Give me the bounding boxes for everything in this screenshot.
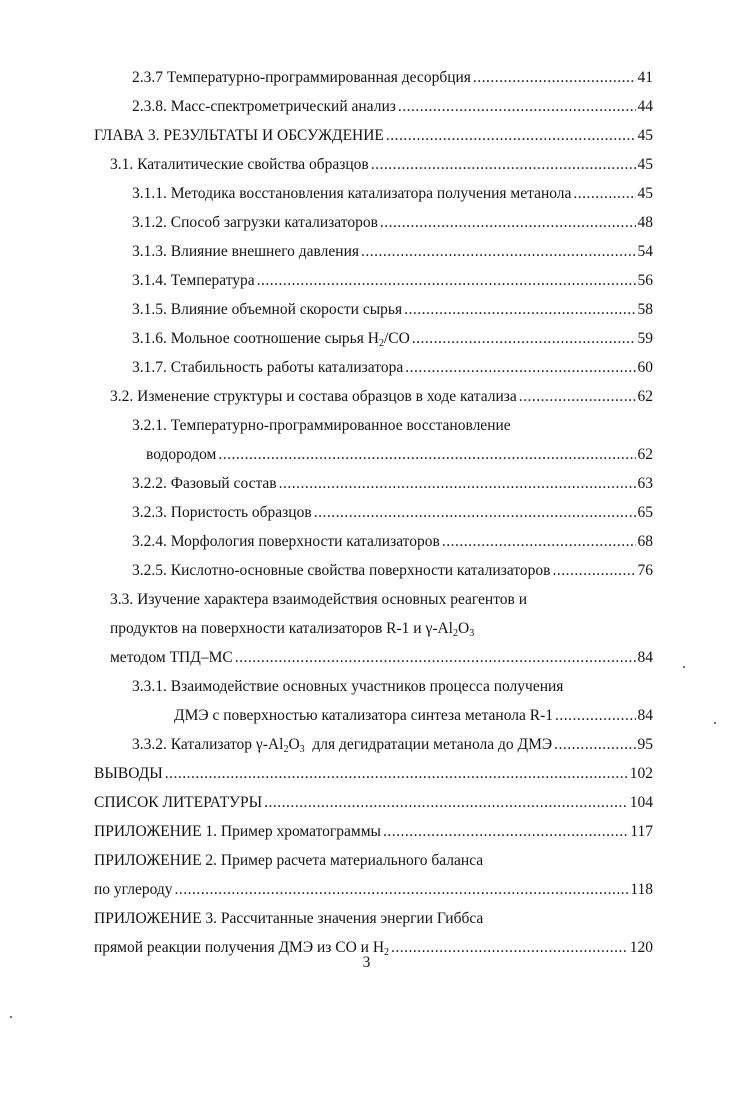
toc-entry-title: 2.3.8. Масс-спектрометрический анализ <box>132 98 396 115</box>
toc-page-number: 59 <box>637 330 653 347</box>
toc-title-part: O <box>288 736 300 753</box>
toc-page-number: 60 <box>637 359 653 376</box>
toc-leader-dots <box>473 70 636 86</box>
toc-leader-dots <box>380 215 636 231</box>
scan-speck <box>714 722 716 724</box>
toc-page-number: 54 <box>637 243 653 260</box>
toc-page-number: 65 <box>637 504 653 521</box>
toc-leader-dots <box>573 186 635 202</box>
toc-leader-dots <box>257 273 636 289</box>
toc-entry-title: 3.2. Изменение структуры и состава образцов в ходе катализа <box>110 388 517 405</box>
toc-entry-title: ГЛАВА 3. РЕЗУЛЬТАТЫ И ОБСУЖДЕНИЕ <box>94 127 384 144</box>
toc-entry-title: ПРИЛОЖЕНИЕ 3. Рассчитанные значения энергии Гиббса <box>94 910 484 927</box>
toc-entry-title: 3.3.1. Взаимодействие основных участников процесса получения <box>132 678 564 695</box>
toc-entry-title: ПРИЛОЖЕНИЕ 1. Пример хроматограммы <box>94 823 381 840</box>
toc-leader-dots <box>264 795 628 811</box>
toc-entry-3-1-3 <box>132 244 653 266</box>
toc-leader-dots <box>175 882 629 898</box>
toc-page-number: 45 <box>637 127 653 144</box>
toc-entry-appendix-3-line1 <box>94 911 653 933</box>
toc-leader-dots <box>442 534 636 550</box>
toc-title-part: O <box>457 620 470 637</box>
toc-page-number: 68 <box>637 533 653 550</box>
toc-title-part: /CO <box>383 330 410 347</box>
toc-entry-3-3-line3 <box>110 650 653 672</box>
toc-leader-dots <box>218 447 635 463</box>
toc-entry-3-1 <box>110 157 653 179</box>
toc-entry-3-3-line1 <box>110 592 653 614</box>
toc-page-number: 58 <box>637 301 653 318</box>
subscript: 2 <box>452 628 458 639</box>
toc-entry-3-2-4 <box>132 534 653 556</box>
scan-speck <box>683 666 685 668</box>
toc-entry-title <box>132 331 410 347</box>
toc-entry-3-1-7 <box>132 360 653 382</box>
toc-leader-dots <box>555 708 636 724</box>
toc-page-number: 44 <box>637 98 653 115</box>
toc-entry-title <box>132 737 552 753</box>
toc-entry-title: водородом <box>146 446 217 463</box>
toc-entry-3-2-1-line2 <box>146 447 653 469</box>
toc-page-number: 84 <box>637 707 653 724</box>
toc-entry-title: 3.2.1. Температурно-программированное восстановление <box>132 417 511 434</box>
toc-entry-3-2-1-line1 <box>132 418 653 440</box>
toc-entry-3-1-4 <box>132 273 653 295</box>
toc-entry-3-1-2 <box>132 215 653 237</box>
subscript: 3 <box>469 628 475 639</box>
toc-leader-dots <box>398 99 636 115</box>
toc-entry-title: ДМЭ с поверхностью катализатора синтеза метанола R-1 <box>174 707 553 724</box>
toc-leader-dots <box>235 650 636 666</box>
toc-entry-3-2-2 <box>132 476 653 498</box>
toc-page-number: 84 <box>637 649 653 666</box>
toc-page-number: 45 <box>637 156 653 173</box>
toc-leader-dots <box>386 128 636 144</box>
toc-leader-dots <box>554 737 635 753</box>
toc-entry-3-1-1 <box>132 186 653 208</box>
toc-page-number: 56 <box>637 272 653 289</box>
toc-entry-3-2-3 <box>132 505 653 527</box>
toc-entry-appendix-1 <box>94 824 653 846</box>
page-number: 3 <box>362 954 371 971</box>
toc-page-number: 63 <box>637 475 653 492</box>
toc-entry-title: по углероду <box>94 881 173 898</box>
toc-title-part: прямой реакции получения ДМЭ из CO и H <box>94 939 385 956</box>
toc-title-part: 3.1.6. Мольное соотношение сырья H <box>132 330 379 347</box>
toc-entry-title: 3.2.3. Пористость образцов <box>132 504 312 521</box>
toc-page-number: 117 <box>630 823 653 840</box>
toc-entry-3-1-6 <box>132 331 653 353</box>
toc-leader-dots <box>412 331 636 347</box>
toc-entry-3-1-5 <box>132 302 653 324</box>
toc-page-number: 62 <box>637 388 653 405</box>
toc-entry-conclusions <box>94 766 653 788</box>
toc-entry-references <box>94 795 653 817</box>
toc-entry-title: 3.2.5. Кислотно-основные свойства поверхности катализаторов <box>132 562 551 579</box>
toc-page-number: 120 <box>629 939 653 956</box>
toc-entry-title: ВЫВОДЫ <box>94 765 163 782</box>
toc-leader-dots <box>314 505 636 521</box>
subscript: 2 <box>378 338 384 349</box>
subscript: 2 <box>283 744 289 755</box>
toc-entry-2-3-8 <box>132 99 653 121</box>
toc-page-number: 104 <box>629 794 653 811</box>
toc-entry-appendix-2-line2 <box>94 882 653 904</box>
toc-entry-title: 3.1.3. Влияние внешнего давления <box>132 243 360 260</box>
toc-page-number: 48 <box>637 214 653 231</box>
toc-entry-title: 3.1. Каталитические свойства образцов <box>110 156 369 173</box>
toc-leader-dots <box>519 389 636 405</box>
toc-entry-title: 2.3.7 Температурно-программированная десорбция <box>132 69 471 86</box>
toc-entry-appendix-2-line1 <box>94 853 653 875</box>
toc-entry-title: 3.1.1. Методика восстановления катализатора получения метанола <box>132 185 572 202</box>
toc-page-number: 118 <box>630 881 653 898</box>
toc-entry-title: ПРИЛОЖЕНИЕ 2. Пример расчета материального баланса <box>94 852 484 869</box>
toc-entry-title: 3.1.7. Стабильность работы катализатора <box>132 359 404 376</box>
toc-entry-title: методом ТПД–МС <box>110 649 233 666</box>
toc-entry-title <box>110 621 474 637</box>
subscript: 2 <box>384 947 390 958</box>
toc-leader-dots <box>361 244 635 260</box>
toc-leader-dots <box>405 360 635 376</box>
toc-entry-title <box>94 940 389 956</box>
toc-page-number: 41 <box>637 69 653 86</box>
toc-page-number: 62 <box>637 446 653 463</box>
toc-leader-dots <box>552 563 635 579</box>
toc-entry-2-3-7 <box>132 70 653 92</box>
toc-entry-3-2-5 <box>132 563 653 585</box>
toc-title-part: для дегидратации метанола до ДМЭ <box>304 736 553 753</box>
toc-leader-dots <box>391 940 628 956</box>
toc-entry-3-3-line2 <box>110 621 653 643</box>
subscript: 3 <box>299 744 305 755</box>
scan-speck <box>10 1016 12 1018</box>
toc-title-part: 3.3.2. Катализатор γ-Al <box>132 736 284 753</box>
toc-entry-title: СПИСОК ЛИТЕРАТУРЫ <box>94 794 263 811</box>
toc-entry-title: 3.1.4. Температура <box>132 272 255 289</box>
toc-entry-3-3-1-line2 <box>174 708 653 730</box>
toc-leader-dots <box>165 766 628 782</box>
toc-title-part: продуктов на поверхности катализаторов R-1 и γ-Al <box>110 620 453 637</box>
toc-leader-dots <box>279 476 636 492</box>
toc-page-number: 76 <box>637 562 653 579</box>
toc-page-number: 95 <box>637 736 653 753</box>
toc-entry-chapter-3 <box>94 128 653 150</box>
toc-entry-title: 3.2.4. Морфология поверхности катализаторов <box>132 533 440 550</box>
toc-entry-title: 3.1.2. Способ загрузки катализаторов <box>132 214 378 231</box>
toc-entry-title: 3.1.5. Влияние объемной скорости сырья <box>132 301 403 318</box>
toc-leader-dots <box>383 824 628 840</box>
toc-entry-3-2 <box>110 389 653 411</box>
toc-leader-dots <box>404 302 635 318</box>
toc-entry-3-3-2 <box>132 737 653 759</box>
toc-entry-title: 3.3. Изучение характера взаимодействия основных реагентов и <box>110 591 528 608</box>
toc-entry-title: 3.2.2. Фазовый состав <box>132 475 277 492</box>
toc-leader-dots <box>371 157 636 173</box>
toc-entry-3-3-1-line1 <box>132 679 653 701</box>
toc-page-number: 45 <box>637 185 653 202</box>
toc-page-number: 102 <box>629 765 653 782</box>
